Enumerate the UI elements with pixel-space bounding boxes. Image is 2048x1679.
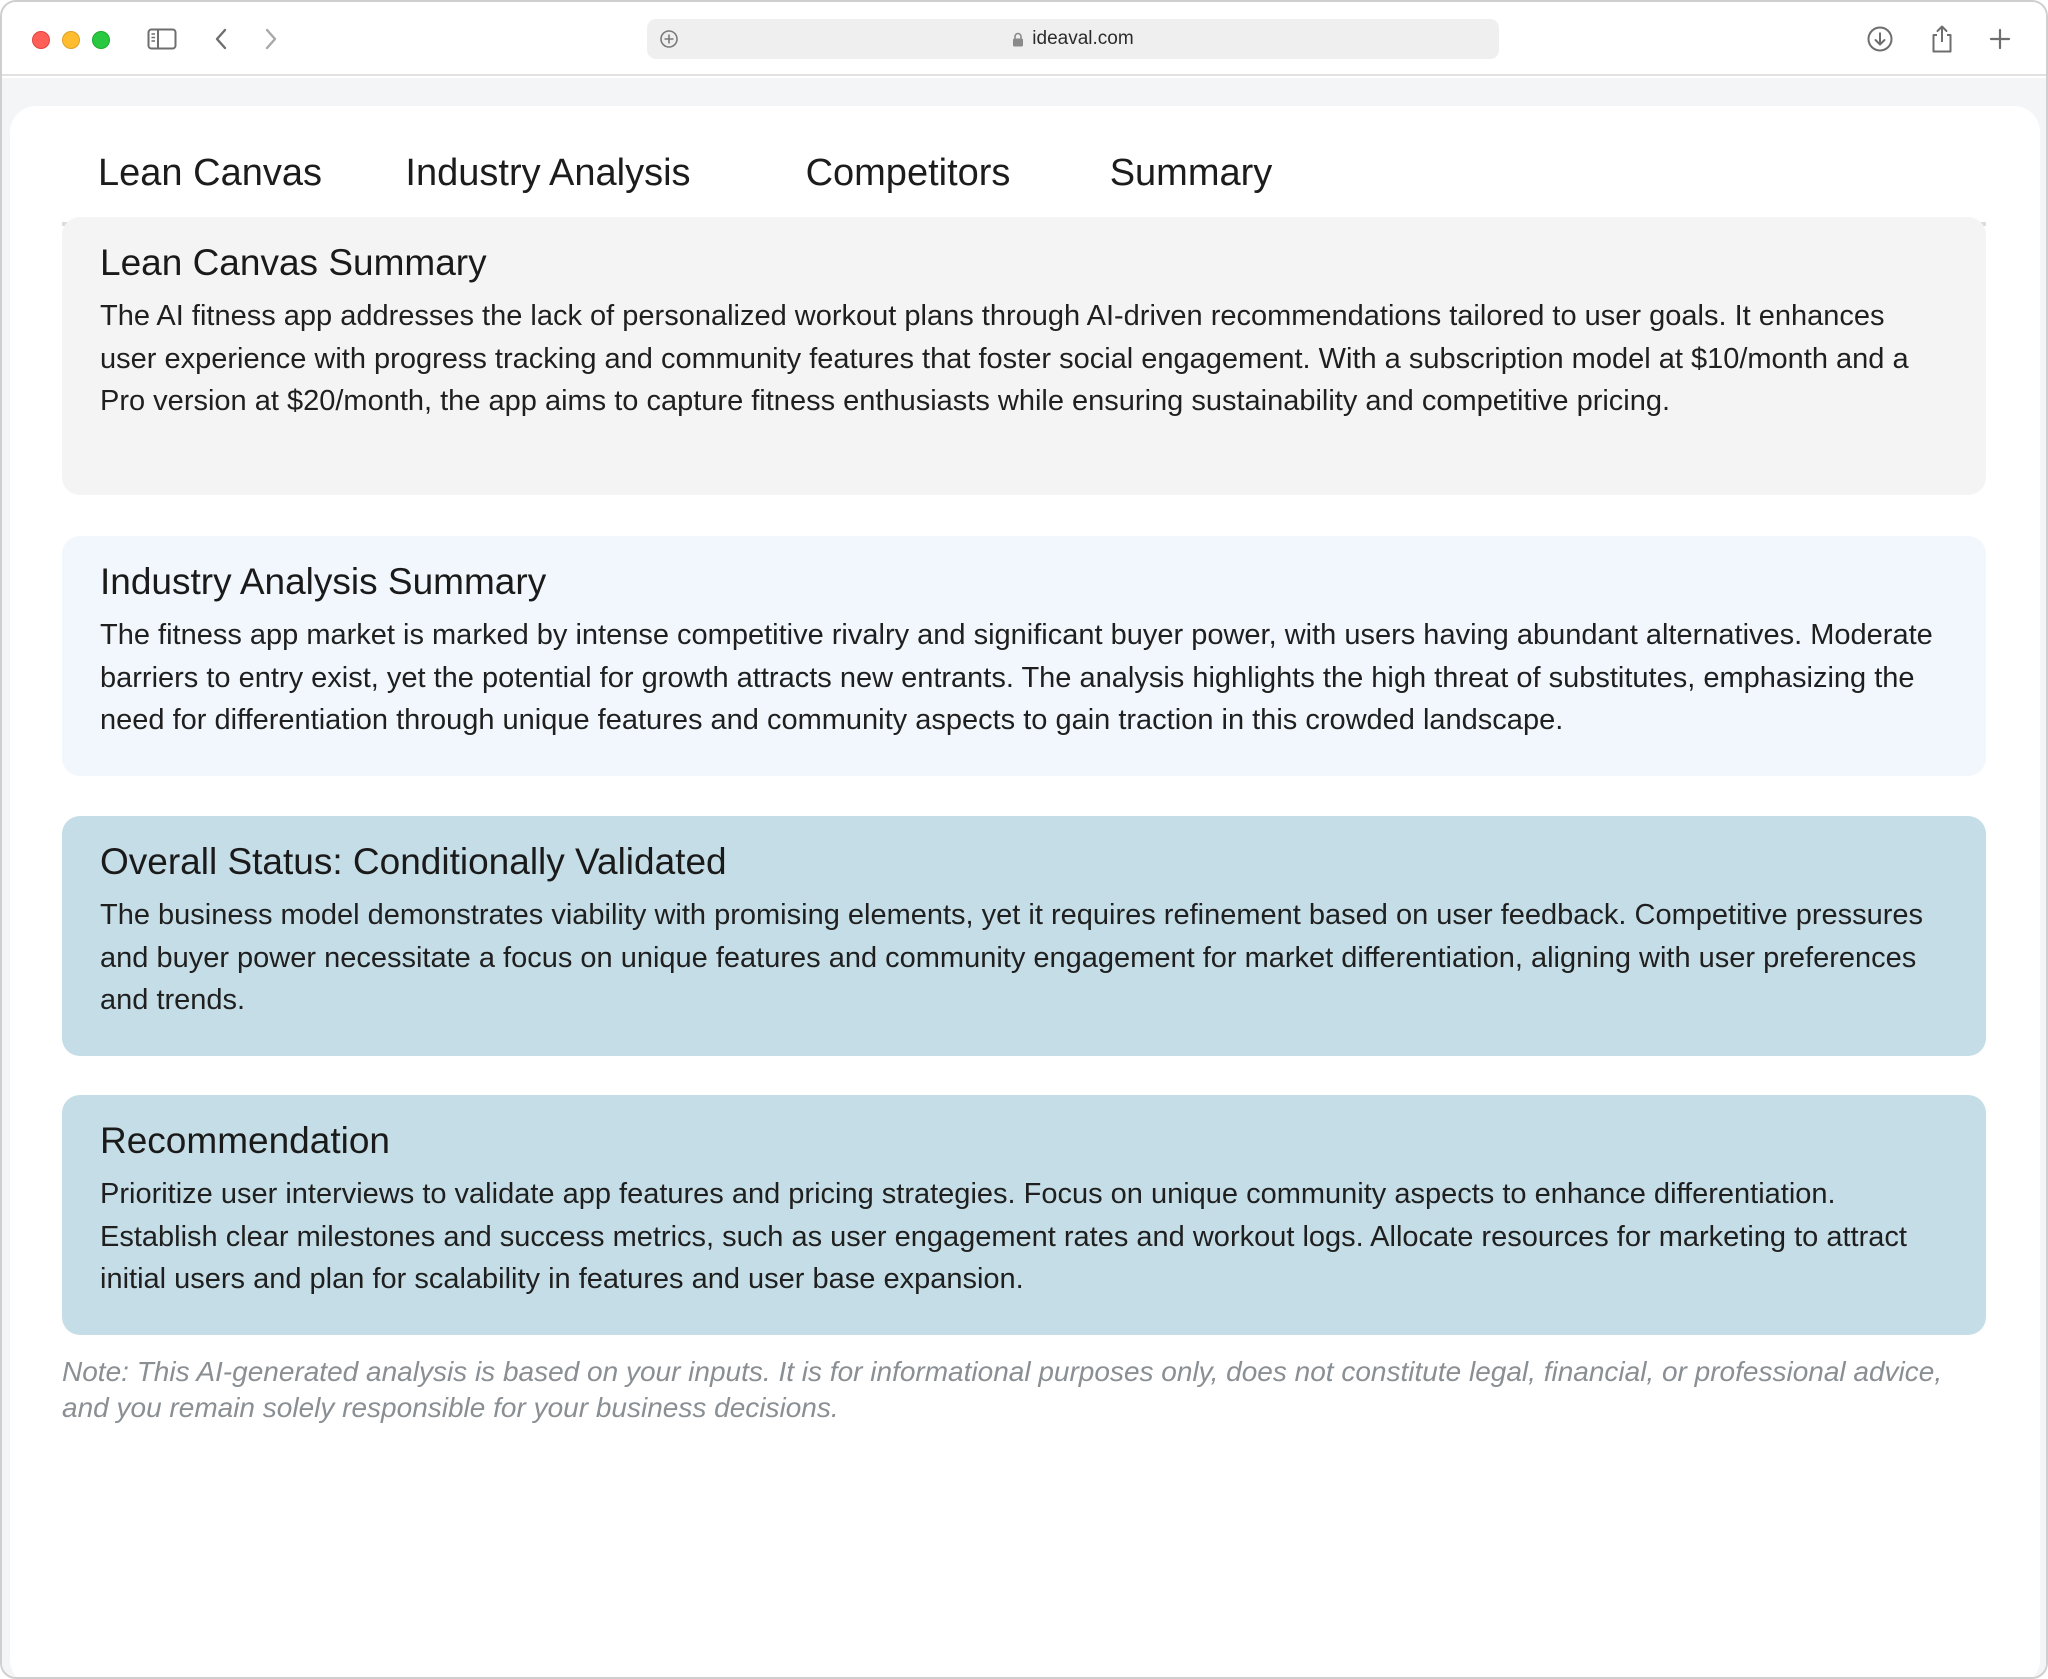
sidebar-toggle-button[interactable] bbox=[142, 20, 182, 58]
disclaimer-note: Note: This AI-generated analysis is based on your inputs. It is for informational purposes only, does not constitute legal, financial, or professional advice, and you remain solely responsible for your business decisions. bbox=[62, 1356, 1943, 1423]
tab-summary[interactable]: Summary bbox=[1070, 106, 1312, 226]
plus-icon bbox=[1988, 27, 2012, 51]
overall-status-card bbox=[62, 816, 1986, 1056]
browser-toolbar bbox=[2, 2, 2046, 76]
address-center bbox=[647, 19, 1499, 59]
address-bar[interactable] bbox=[647, 19, 1499, 59]
card-body: The fitness app market is marked by intense competitive rivalry and significant buyer power, with users having abundant alternatives. Moderate barriers to entry exist, yet the potential for growth attracts new entrants. The analysis highlights the high threat of substitutes, emphasizing the need for differentiation through unique features and community aspects to gain traction in this crowded landscape. bbox=[100, 619, 1933, 736]
download-icon bbox=[1866, 25, 1894, 53]
chevron-right-icon bbox=[263, 27, 279, 51]
close-window-button[interactable] bbox=[32, 31, 50, 49]
share-button[interactable] bbox=[1922, 20, 1962, 58]
downloads-button[interactable] bbox=[1860, 20, 1900, 58]
recommendation-card bbox=[62, 1095, 1986, 1335]
card-title: Lean Canvas Summary bbox=[100, 242, 487, 283]
sidebar-toggle-icon bbox=[147, 28, 177, 50]
card-body: The AI fitness app addresses the lack of personalized workout plans through AI-driven recommendations tailored to user goals. It enhances user experience with progress tracking and community features that foster social engagement. With a subscription model at $10/month and a Pro version at $20/month, the app aims to capture fitness enthusiasts while ensuring sustainability and competitive pricing. bbox=[100, 300, 1909, 417]
address-url[interactable]: ideaval.com bbox=[1032, 28, 1134, 49]
zoom-window-button[interactable] bbox=[92, 31, 110, 49]
share-icon bbox=[1930, 24, 1954, 54]
new-tab-button[interactable] bbox=[1980, 20, 2020, 58]
chevron-left-icon bbox=[213, 27, 229, 51]
tab-bar bbox=[62, 106, 1986, 226]
card-title: Industry Analysis Summary bbox=[100, 561, 547, 602]
industry-analysis-summary-card bbox=[62, 536, 1986, 776]
page-content bbox=[2, 78, 2046, 1679]
tab-competitors[interactable]: Competitors bbox=[805, 151, 1011, 194]
tab-lean-canvas[interactable]: Lean Canvas bbox=[98, 151, 322, 194]
lock-icon bbox=[1012, 32, 1024, 47]
card-body: Prioritize user interviews to validate app features and pricing strategies. Focus on unique community aspects to enhance differentiation. Establish clear milestones and success metrics, such as user engagement rates and workout logs. Allocate resources for marketing to attract initial users and plan for scalability in features and user base expansion. bbox=[100, 1178, 1907, 1295]
card-title: Recommendation bbox=[100, 1120, 390, 1161]
card-body: The business model demonstrates viability with promising elements, yet it requires refinement based on user feedback. Competitive pressures and buyer power necessitate a focus on unique features and community engagement for market differentiation, aligning with user preferences and trends. bbox=[100, 899, 1924, 1016]
results-panel bbox=[10, 106, 2040, 1679]
minimize-window-button[interactable] bbox=[62, 31, 80, 49]
lean-canvas-summary-card bbox=[62, 217, 1986, 495]
forward-button[interactable] bbox=[254, 20, 288, 58]
card-title: Overall Status: Conditionally Validated bbox=[100, 841, 727, 882]
tab-industry-analysis[interactable]: Industry Analysis bbox=[405, 151, 691, 194]
back-button[interactable] bbox=[204, 20, 238, 58]
